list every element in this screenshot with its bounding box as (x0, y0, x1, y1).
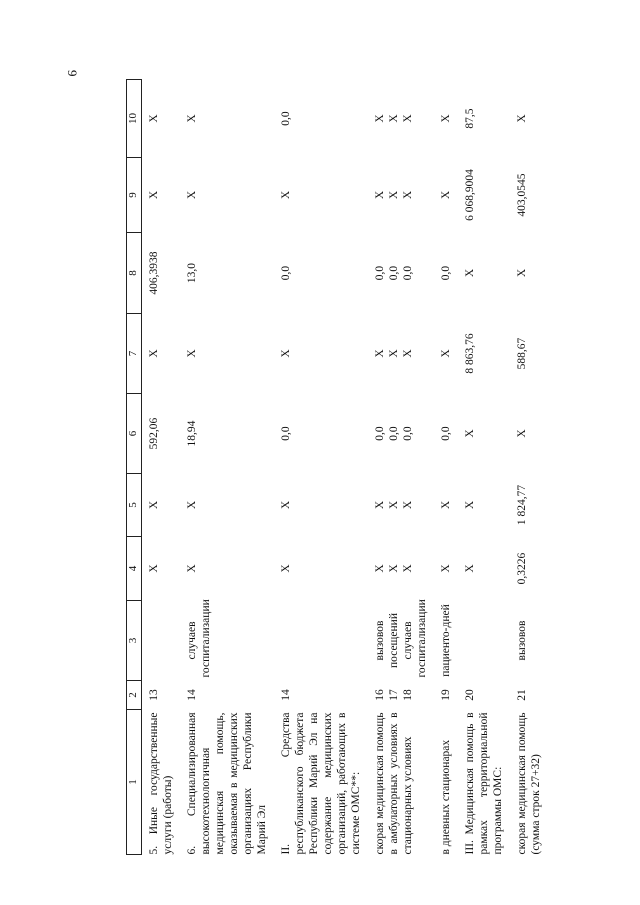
page-number: 9 (65, 70, 80, 77)
cell-value: X (374, 564, 387, 573)
cell-value: 0,0 (280, 111, 293, 126)
cell-c7 (510, 314, 548, 394)
cell-value: X (516, 429, 529, 438)
cell-value: 0,0 (388, 265, 401, 281)
cell-value: X (388, 500, 401, 510)
cell-value: 13 (148, 689, 160, 701)
cell-value: X (464, 429, 477, 438)
cell-value: 6 068,9004 (464, 169, 477, 221)
cell-value: 8 863,76 (464, 333, 477, 374)
cell-c10 (510, 80, 548, 158)
table-row (274, 80, 368, 855)
cell-value: X (440, 114, 453, 123)
cell-value: X (148, 500, 160, 510)
cell-c5 (142, 474, 181, 537)
table-row (510, 80, 548, 855)
cell-unit (458, 601, 510, 681)
cell-c9 (274, 158, 368, 233)
cell-value: X (280, 500, 293, 510)
cell-value: вызовов (516, 620, 529, 661)
cell-c5 (458, 474, 510, 537)
cell-value: 0,0 (440, 265, 453, 281)
cell-value: 0,0 (388, 426, 401, 441)
cell-value: X (464, 564, 477, 573)
cell-c8 (142, 233, 181, 314)
cell-value: 1 824,77 (516, 484, 529, 526)
cell-value: 0,0 (402, 265, 415, 281)
cell-num (142, 681, 181, 710)
table-row (368, 80, 434, 855)
cell-num (458, 681, 510, 710)
cell-value: 13,0 (186, 262, 199, 284)
cell-value: 20 (464, 689, 477, 701)
cell-value: X (440, 190, 453, 200)
cell-value: 0,0 (440, 426, 453, 441)
cell-c8 (434, 233, 458, 314)
cell-c10 (142, 80, 181, 158)
cell-num (510, 681, 548, 710)
cell-value: X (280, 190, 293, 200)
cell-c5 (274, 474, 368, 537)
cell-value: X (280, 564, 293, 573)
cell-value: X (280, 349, 293, 358)
cell-value: X (402, 190, 415, 200)
cell-value: X (402, 500, 415, 510)
cell-value (279, 604, 293, 678)
cell-value: X (148, 190, 160, 200)
cell-num (274, 681, 368, 710)
cell-value: X (148, 114, 160, 123)
cell-unit (434, 601, 458, 681)
cell-c8 (368, 233, 434, 314)
cell-c4 (180, 537, 274, 601)
cell-c10 (458, 80, 510, 158)
cell-value: X (464, 268, 477, 278)
cell-value: X (148, 564, 160, 573)
cell-value: 0,0 (374, 426, 387, 441)
cell-value: 0,0 (280, 265, 293, 281)
cell-value: X (516, 114, 529, 123)
cell-value: X (464, 500, 477, 510)
cell-value (463, 604, 477, 678)
cell-value: посещений (388, 613, 401, 668)
cell-c4 (368, 537, 434, 601)
cell-c6 (510, 394, 548, 474)
row-name: в дневных стационарах (440, 739, 453, 855)
cell-c7 (142, 314, 181, 394)
cell-value: X (516, 268, 529, 278)
cell-c10 (180, 80, 274, 158)
cell-c8 (510, 233, 548, 314)
cell-c6 (274, 394, 368, 474)
cell-c6 (180, 394, 274, 474)
cell-value: X (186, 564, 199, 573)
table-row (180, 80, 274, 855)
cell-c10 (434, 80, 458, 158)
cell-value: X (388, 349, 401, 358)
column-header-8: 8 (127, 233, 142, 314)
cell-value: вызовов (374, 620, 387, 661)
cell-unit (142, 601, 181, 681)
cell-c7 (180, 314, 274, 394)
cell-value: X (402, 114, 415, 123)
cell-c6 (458, 394, 510, 474)
cell-value: 17 (388, 689, 401, 701)
cell-c8 (458, 233, 510, 314)
table-row (434, 80, 458, 855)
cell-value: 592,06 (148, 417, 160, 450)
cell-c7 (274, 314, 368, 394)
cell-unit (180, 601, 274, 681)
cell-c7 (434, 314, 458, 394)
column-header-4: 4 (127, 537, 142, 601)
cell-value: 18 (402, 689, 415, 701)
cell-value: 403,0545 (516, 173, 529, 217)
column-header-7: 7 (127, 314, 142, 394)
row-name: II. Средства республиканского бюджета Республики Марий Эл на содержание медицинских организаций, работающих в системе ОМС**: (280, 712, 363, 855)
cell-value (147, 604, 161, 678)
cell-c6 (434, 394, 458, 474)
cell-value: 406,3938 (148, 251, 160, 295)
cell-num (434, 681, 458, 710)
cell-c5 (434, 474, 458, 537)
cell-value: случаев госпитализации (186, 599, 213, 678)
cell-c9 (180, 158, 274, 233)
cell-c9 (510, 158, 548, 233)
row-name: III. Медицинская помощь в рамках территориальной программы ОМС: (464, 712, 505, 855)
cell-value: X (402, 564, 415, 573)
cell-value: X (148, 349, 160, 358)
cell-c8 (274, 233, 368, 314)
cell-value: 588,67 (516, 337, 529, 370)
cell-value: X (186, 190, 199, 200)
cell-value: 19 (440, 689, 453, 701)
table-body (142, 80, 549, 855)
cell-unit (510, 601, 548, 681)
cell-unit (274, 601, 368, 681)
cell-value: X (374, 349, 387, 358)
cell-c9 (458, 158, 510, 233)
cell-value: 87,5 (464, 108, 477, 129)
cell-value: X (388, 190, 401, 200)
column-header-3: 3 (127, 601, 142, 681)
cell-value: 14 (186, 689, 199, 701)
cell-value: 0,0 (402, 426, 415, 441)
cell-value: X (388, 114, 401, 123)
cell-value: X (186, 349, 199, 358)
cell-num (368, 681, 434, 710)
column-header-2: 2 (127, 681, 142, 710)
cell-c7 (368, 314, 434, 394)
table-row (458, 80, 510, 855)
financing-table (126, 79, 548, 855)
cell-value: 18,94 (186, 420, 199, 447)
cell-value: X (186, 114, 199, 123)
cell-c10 (274, 80, 368, 158)
cell-value: X (402, 349, 415, 358)
cell-c4 (274, 537, 368, 601)
cell-c7 (458, 314, 510, 394)
column-header-6: 6 (127, 394, 142, 474)
cell-c4 (142, 537, 181, 601)
cell-c6 (142, 394, 181, 474)
cell-c9 (142, 158, 181, 233)
cell-value: 0,3226 (516, 552, 529, 585)
column-header-5: 5 (127, 474, 142, 537)
cell-value: X (374, 190, 387, 200)
cell-value: 0,0 (374, 265, 387, 281)
cell-num (180, 681, 274, 710)
cell-c4 (434, 537, 458, 601)
cell-value: случаев госпитализации (402, 599, 429, 678)
cell-value: 21 (516, 689, 529, 701)
cell-c10 (368, 80, 434, 158)
cell-value: X (388, 564, 401, 573)
column-header-1: 1 (127, 710, 142, 855)
cell-unit (368, 601, 434, 681)
cell-c9 (368, 158, 434, 233)
row-name: 6. Специализированная высокотехнологичная медицинская помощь, оказываемая в медицинских организациях Республики Марий Эл (186, 712, 269, 855)
cell-value: 0,0 (280, 426, 293, 441)
cell-value: 14 (280, 689, 293, 701)
column-header-10: 10 (127, 80, 142, 158)
cell-value: X (374, 114, 387, 123)
cell-value: X (374, 500, 387, 510)
cell-value: X (440, 500, 453, 510)
table-row (142, 80, 181, 855)
column-header-9: 9 (127, 158, 142, 233)
cell-c5 (180, 474, 274, 537)
rotated-table-container (126, 80, 614, 855)
row-name: скорая медицинская помощь в амбулаторных условиях в стационарных условиях (374, 712, 415, 855)
cell-value: X (186, 500, 199, 510)
cell-c5 (510, 474, 548, 537)
row-name: 5. Иные государственные услуги (работы) (148, 712, 175, 855)
cell-value: X (440, 349, 453, 358)
column-number-header (127, 80, 142, 855)
cell-value: пациенто-дней (440, 604, 453, 677)
cell-value: 16 (374, 689, 387, 701)
row-name: скорая медицинская помощь (сумма строк 27+32) (516, 712, 543, 855)
cell-value: X (440, 564, 453, 573)
cell-c4 (458, 537, 510, 601)
cell-c8 (180, 233, 274, 314)
cell-c6 (368, 394, 434, 474)
cell-c5 (368, 474, 434, 537)
cell-c4 (510, 537, 548, 601)
cell-c9 (434, 158, 458, 233)
